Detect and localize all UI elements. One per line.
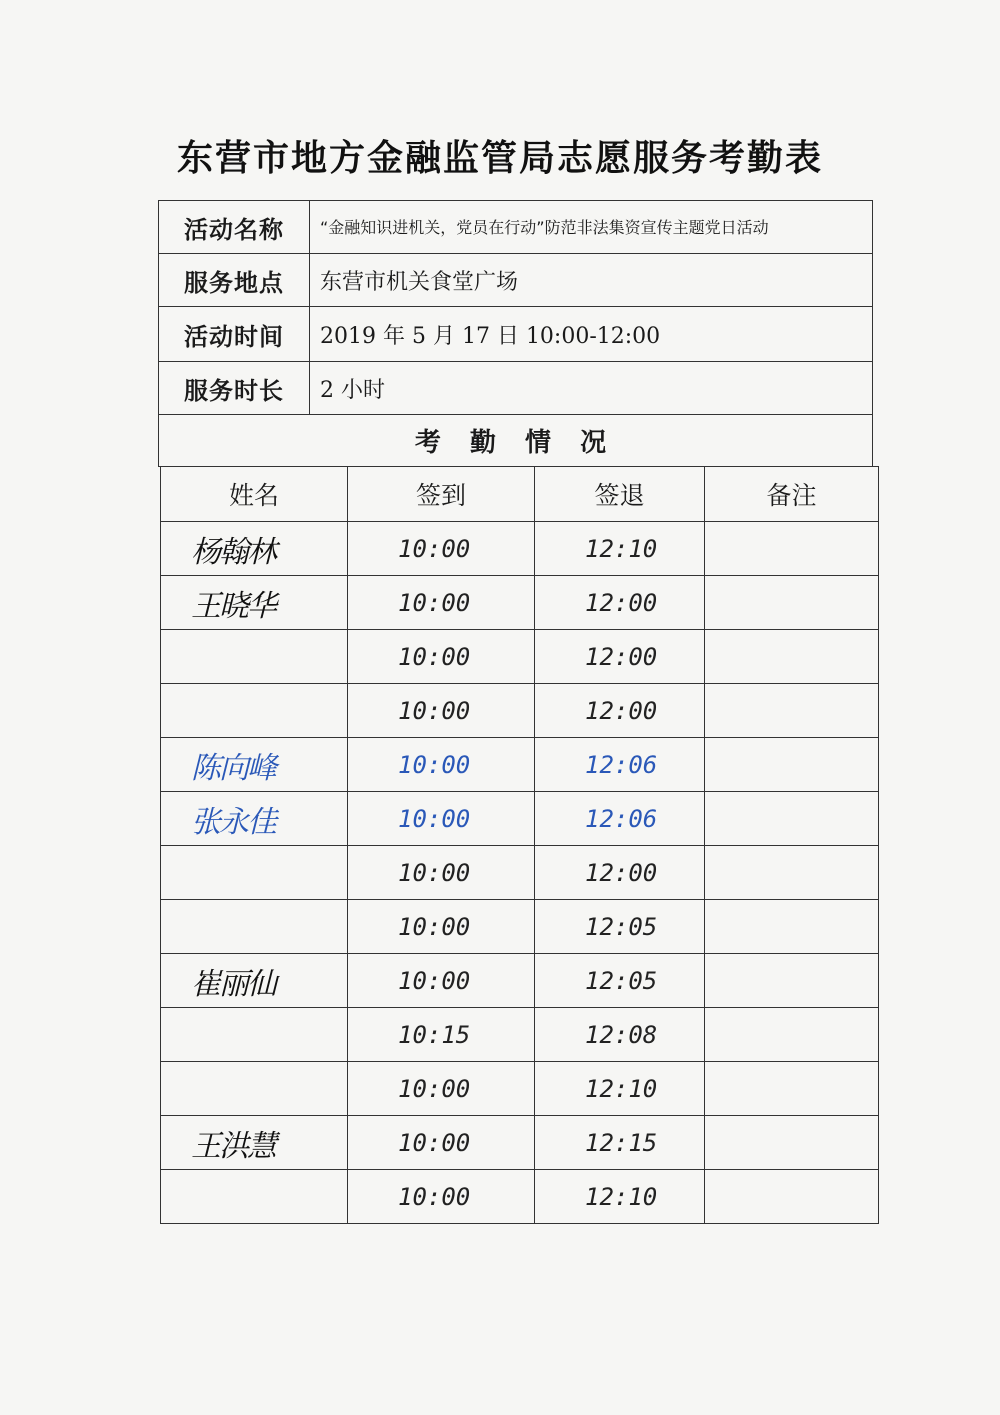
sign-out-time: 12:06 — [535, 792, 705, 846]
signature: 杨翰林 — [161, 522, 348, 576]
signature — [161, 630, 348, 684]
note-cell — [705, 630, 879, 684]
sign-in-time: 10:00 — [348, 684, 535, 738]
attendance-row — [161, 1062, 879, 1116]
location-value: 东营市机关食堂广场 — [310, 254, 873, 307]
duration-value: 2 小时 — [310, 362, 873, 415]
note-cell — [705, 1008, 879, 1062]
attendance-row — [161, 846, 879, 900]
attendance-row — [161, 522, 879, 576]
signature — [161, 900, 348, 954]
note-cell — [705, 792, 879, 846]
sign-out-time: 12:00 — [535, 576, 705, 630]
signature — [161, 846, 348, 900]
sign-out-time: 12:05 — [535, 954, 705, 1008]
note-cell — [705, 846, 879, 900]
sign-in-time: 10:00 — [348, 900, 535, 954]
activity-name-row — [159, 201, 873, 254]
note-cell — [705, 1170, 879, 1224]
attendance-row — [161, 900, 879, 954]
sign-out-time: 12:00 — [535, 846, 705, 900]
note-cell — [705, 576, 879, 630]
note-cell — [705, 954, 879, 1008]
time-row — [159, 307, 873, 362]
attendance-row — [161, 576, 879, 630]
location-label: 服务地点 — [159, 254, 310, 307]
header-sign-out: 签退 — [535, 467, 705, 522]
header-sign-in: 签到 — [348, 467, 535, 522]
sign-out-time: 12:06 — [535, 738, 705, 792]
sign-in-time: 10:00 — [348, 1062, 535, 1116]
attendance-row — [161, 954, 879, 1008]
sign-in-time: 10:00 — [348, 1116, 535, 1170]
time-label: 活动时间 — [159, 307, 310, 362]
sign-in-time: 10:00 — [348, 792, 535, 846]
signature — [161, 1062, 348, 1116]
attendance-header-row — [161, 467, 879, 522]
sign-out-time: 12:05 — [535, 900, 705, 954]
attendance-rows — [161, 522, 879, 1224]
attendance-section-row — [159, 415, 873, 467]
signature — [161, 1008, 348, 1062]
duration-row — [159, 362, 873, 415]
attendance-row — [161, 1008, 879, 1062]
time-value: 2019 年 5 月 17 日 10:00-12:00 — [310, 307, 873, 362]
sign-out-time: 12:10 — [535, 1062, 705, 1116]
sign-out-time: 12:10 — [535, 1170, 705, 1224]
signature: 王洪慧 — [161, 1116, 348, 1170]
activity-info-table — [158, 200, 873, 467]
duration-label: 服务时长 — [159, 362, 310, 415]
note-cell — [705, 522, 879, 576]
document-title: 东营市地方金融监管局志愿服务考勤表 — [176, 137, 823, 179]
attendance-section-title: 考 勤 情 况 — [159, 415, 873, 467]
location-row — [159, 254, 873, 307]
signature: 王晓华 — [161, 576, 348, 630]
sign-in-time: 10:15 — [348, 1008, 535, 1062]
sign-out-time: 12:08 — [535, 1008, 705, 1062]
signature — [161, 1170, 348, 1224]
sign-in-time: 10:00 — [348, 630, 535, 684]
header-name: 姓名 — [161, 467, 348, 522]
attendance-row — [161, 738, 879, 792]
sign-out-time: 12:15 — [535, 1116, 705, 1170]
note-cell — [705, 1062, 879, 1116]
sign-in-time: 10:00 — [348, 576, 535, 630]
sign-in-time: 10:00 — [348, 738, 535, 792]
signature: 张永佳 — [161, 792, 348, 846]
note-cell — [705, 1116, 879, 1170]
attendance-row — [161, 792, 879, 846]
attendance-row — [161, 630, 879, 684]
sign-in-time: 10:00 — [348, 846, 535, 900]
note-cell — [705, 738, 879, 792]
sign-out-time: 12:10 — [535, 522, 705, 576]
signature: 陈向峰 — [161, 738, 348, 792]
activity-name-label: 活动名称 — [159, 201, 310, 254]
note-cell — [705, 900, 879, 954]
attendance-row — [161, 1170, 879, 1224]
sign-in-time: 10:00 — [348, 1170, 535, 1224]
sign-out-time: 12:00 — [535, 684, 705, 738]
sign-in-time: 10:00 — [348, 522, 535, 576]
signature: 崔丽仙 — [161, 954, 348, 1008]
attendance-table — [160, 466, 879, 1224]
attendance-row — [161, 684, 879, 738]
sign-in-time: 10:00 — [348, 954, 535, 1008]
activity-name-value: “金融知识进机关，党员在行动”防范非法集资宣传主题党日活动 — [310, 201, 873, 254]
sign-out-time: 12:00 — [535, 630, 705, 684]
signature — [161, 684, 348, 738]
attendance-row — [161, 1116, 879, 1170]
header-note: 备注 — [705, 467, 879, 522]
note-cell — [705, 684, 879, 738]
